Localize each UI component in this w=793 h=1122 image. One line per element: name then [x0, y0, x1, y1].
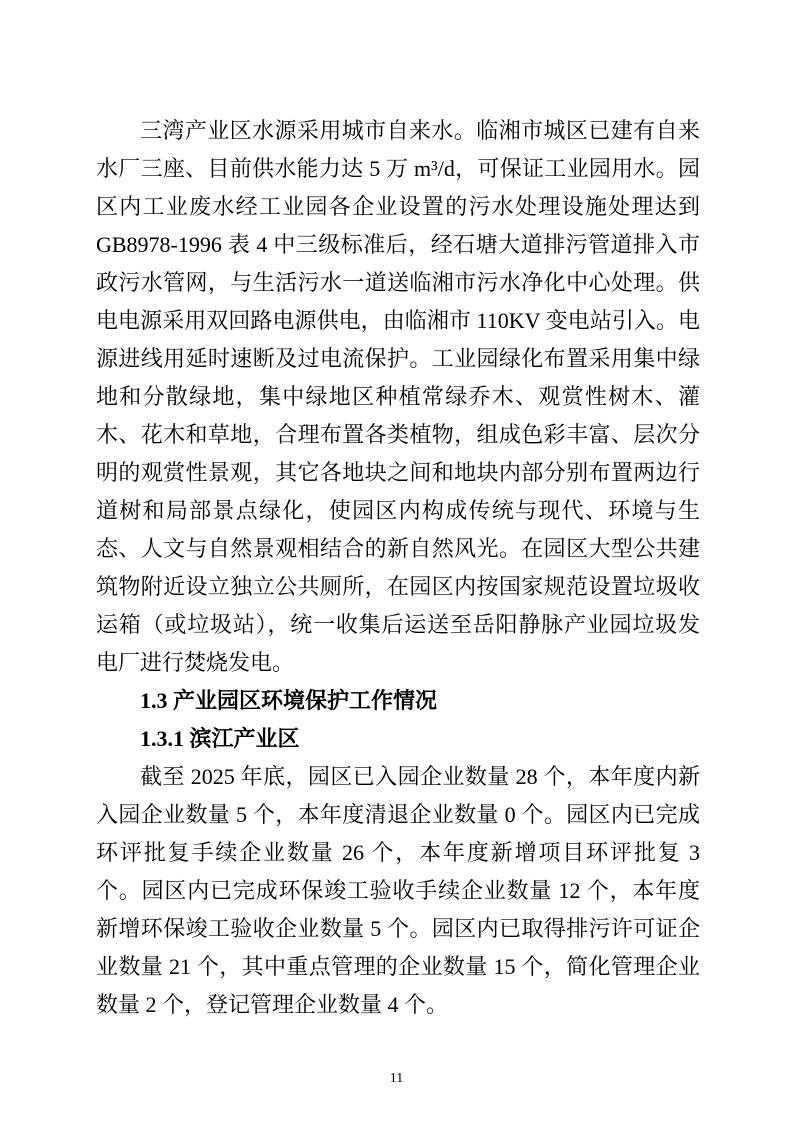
- section-heading-1-3: 1.3 产业园区环境保护工作情况: [140, 688, 438, 713]
- paragraph-infrastructure: 三湾产业区水源采用城市自来水。临湘市城区已建有自来水厂三座、目前供水能力达 5 万 m³/d，可保证工业园用水。园区内工业废水经工业园各企业设置的污水处理设施处理达到 GB8978-1996 表 4 中三级标准后，经石塘大道排污管道排入市政污水管网，与生活污水一道送临湘市污水净化中心处理。供电电源采用双回路电源供电，由临湘市 110KV 变电站引入。电源进线用延时速断及过电流保护。工业园绿化布置采用集中绿地和分散绿地，集中绿地区种植常绿乔木、观赏性树木、灌木、花木和草地，合理布置各类植物，组成色彩丰富、层次分明的观赏性景观，其它各地块之间和地块内部分别布置两边行道树和局部景点绿化，使园区内构成传统与现代、环境与生态、人文与自然景观相结合的新自然风光。在园区大型公共建筑物附近设立独立公共厕所，在园区内按国家规范设置垃圾收运箱（或垃圾站），统一收集后运送至岳阳静脉产业园垃圾发电厂进行焚烧发电。: [96, 118, 700, 675]
- page-number: 11: [389, 1071, 404, 1086]
- paragraph-binjiang-stats: 截至 2025 年底，园区已入园企业数量 28 个，本年度内新入园企业数量 5 个，本年度清退企业数量 0 个。园区内已完成环评批复手续企业数量 26 个，本年度新增项目环评批复 3 个。园区内已完成环保竣工验收手续企业数量 12 个，本年度新增环保竣工验收企业数量 5 个。园区内已取得排污许可证企业数量 21 个，其中重点管理的企业数量 15 个，简化管理企业数量 2 个，登记管理企业数量 4 个。: [96, 764, 700, 1017]
- subsection-heading-1-3-1: 1.3.1 滨江产业区: [140, 726, 300, 751]
- document-content: [96, 112, 700, 1024]
- page-footer: [0, 1070, 793, 1088]
